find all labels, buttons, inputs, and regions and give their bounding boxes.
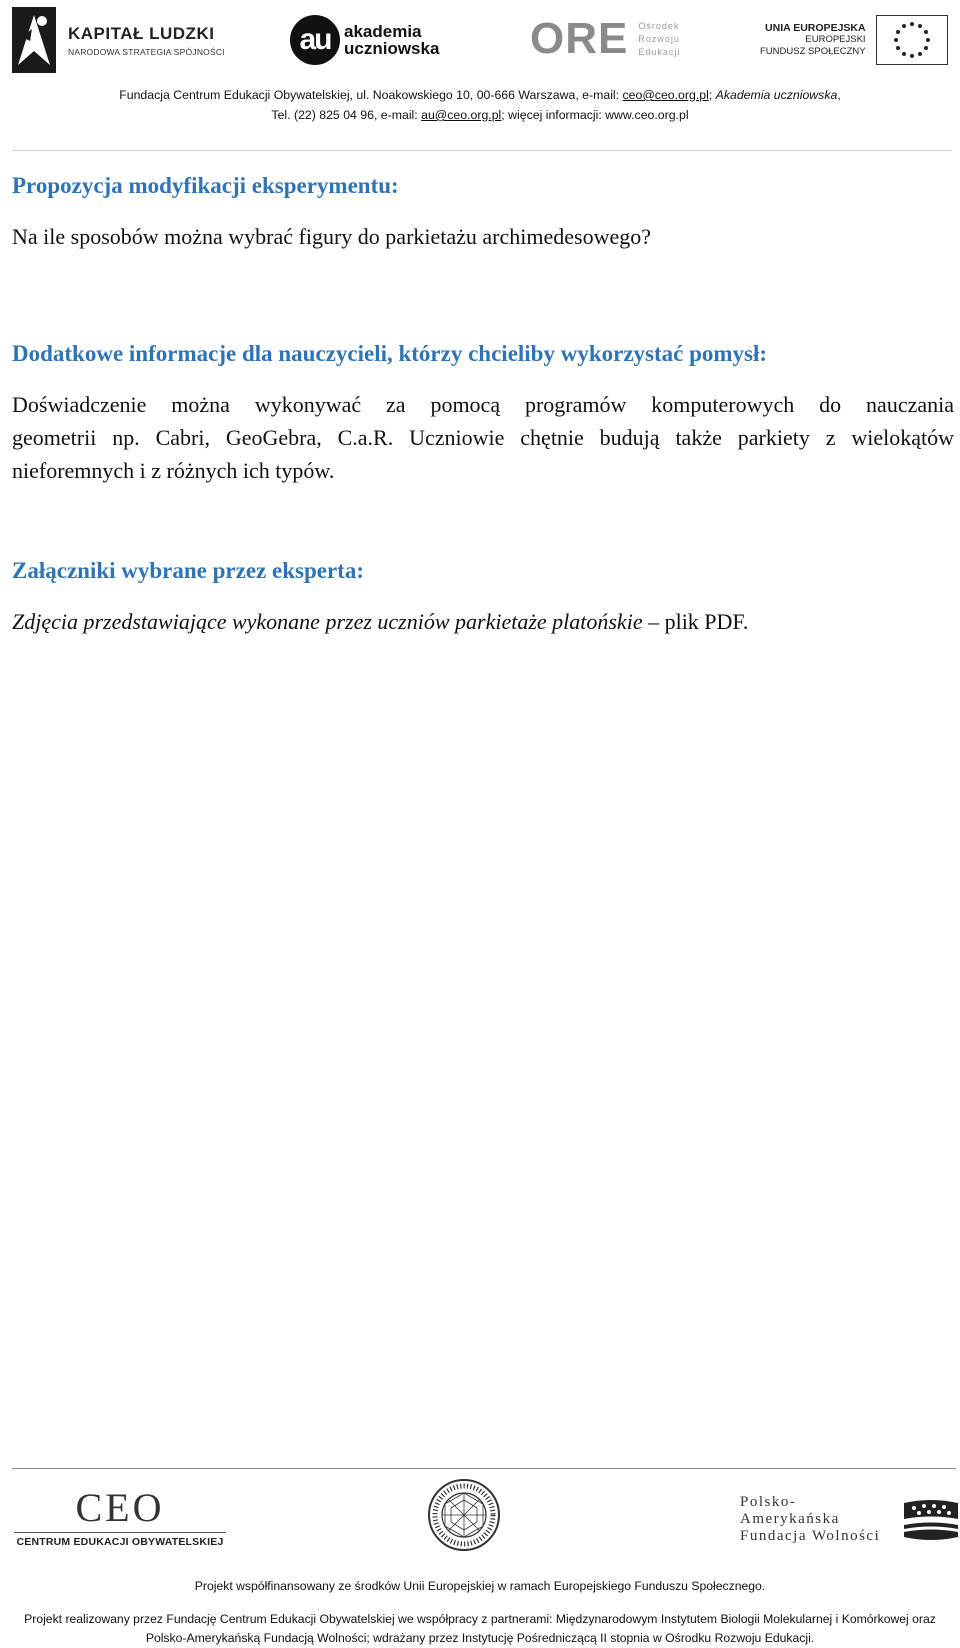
header-logos	[0, 0, 960, 84]
attachment-format: – plik PDF.	[642, 609, 749, 634]
heading-modification: Propozycja modyfikacji eksperymentu:	[12, 173, 399, 198]
modification-question-text: Na ile sposobów można wybrać figury do parkietażu archimedesowego?	[12, 224, 651, 249]
akademia-uczniowska-logo	[290, 12, 439, 68]
pafw-flag-icon	[902, 1497, 960, 1543]
attachment-line	[12, 605, 954, 638]
eu-logo	[760, 14, 948, 66]
eu-line1: UNIA EUROPEJSKA	[765, 22, 866, 34]
contact-l2-end: ; więcej informacji: www.ceo.org.pl	[501, 108, 689, 122]
akademia-line2: uczniowska	[344, 39, 440, 58]
footer-partners-line-2: Polsko-Amerykańską Fundacją Wolności; wdrażany przez Instytucję Pośredniczącą II stopnia w Ośrodku Rozwoju Edukacji.	[145, 1631, 815, 1645]
contact-l1-end: ,	[837, 88, 841, 102]
eu-line3: FUNDUSZ SPOŁECZNY	[760, 46, 866, 57]
teacher-info-paragraph	[12, 388, 954, 487]
teacher-info-line-2: geometrii np. Cabri, GeoGebra, C.a.R. Uczniowie chętnie budują także parkiety z wielokątów	[12, 425, 954, 450]
eu-line2: EUROPEJSKI	[805, 34, 866, 45]
ore-line2: Rozwoju	[638, 33, 680, 44]
footer-partners-line-1: Projekt realizowany przez Fundację Centrum Edukacji Obywatelskiej we współpracy z partnerami: Międzynarodowym Instytutem Biologii Molekularnej i Komórkowej oraz	[24, 1612, 936, 1626]
header-divider	[12, 150, 952, 151]
contact-l2-text: Tel. (22) 825 04 96, e-mail:	[271, 108, 422, 122]
contact-l1-text: Fundacja Centrum Edukacji Obywatelskiej, ul. Noakowskiego 10, 00-666 Warszawa, e-mail:	[119, 88, 623, 102]
modification-question	[12, 220, 954, 253]
contact-line-1	[0, 88, 960, 102]
kapital-ludzki-emblem-icon	[12, 7, 56, 73]
attachment-title[interactable]: Zdjęcia przedstawiające wykonane przez uczniów parkietaże platońskie	[12, 609, 643, 634]
au-mark-icon: au	[290, 15, 340, 65]
ore-logo	[530, 16, 680, 62]
ore-line1: Ośrodek	[638, 20, 680, 31]
pafw-line1: Polsko-Amerykańska	[740, 1494, 840, 1527]
contact-line-2	[0, 108, 960, 122]
ceo-subtitle: CENTRUM EDUKACJI OBYWATELSKIEJ	[14, 1532, 226, 1548]
iimcb-seal-icon	[427, 1478, 501, 1552]
ceo-wordmark: CEO	[75, 1485, 165, 1530]
ceo-email-link[interactable]: ceo@ceo.org.pl	[622, 88, 709, 102]
kapital-ludzki-logo	[12, 6, 225, 74]
ceo-logo	[14, 1485, 226, 1548]
footer-cofinancing-note: Projekt współfinansowany ze środków Unii Europejskiej w ramach Europejskiego Funduszu Społecznego.	[194, 1579, 766, 1593]
ore-wordmark: ORE	[530, 14, 629, 63]
heading-teacher-info: Dodatkowe informacje dla nauczycieli, którzy chcieliby wykorzystać pomysł:	[12, 341, 768, 366]
footer-divider	[12, 1468, 956, 1469]
au-email-link[interactable]: au@ceo.org.pl	[421, 108, 502, 122]
pafw-logo	[740, 1494, 960, 1545]
pafw-line2: Fundacja Wolności	[740, 1528, 881, 1544]
ore-line3: Edukacji	[638, 46, 681, 57]
contact-l1-sep: ;	[708, 88, 716, 102]
teacher-info-line-3: nieforemnych i z różnych ich typów.	[12, 458, 335, 483]
eu-flag-icon	[876, 15, 948, 65]
contact-l1-italic: Akademia uczniowska	[715, 88, 838, 102]
heading-attachments: Załączniki wybrane przez eksperta:	[12, 558, 364, 583]
kapital-ludzki-title: KAPITAŁ LUDZKI	[68, 23, 215, 43]
akademia-line1: akademia	[344, 22, 422, 41]
teacher-info-line-1: Doświadczenie można wykonywać za pomocą programów komputerowych do nauczania	[12, 392, 954, 417]
kapital-ludzki-subtitle: NARODOWA STRATEGIA SPÓJNOŚCI	[68, 46, 225, 57]
